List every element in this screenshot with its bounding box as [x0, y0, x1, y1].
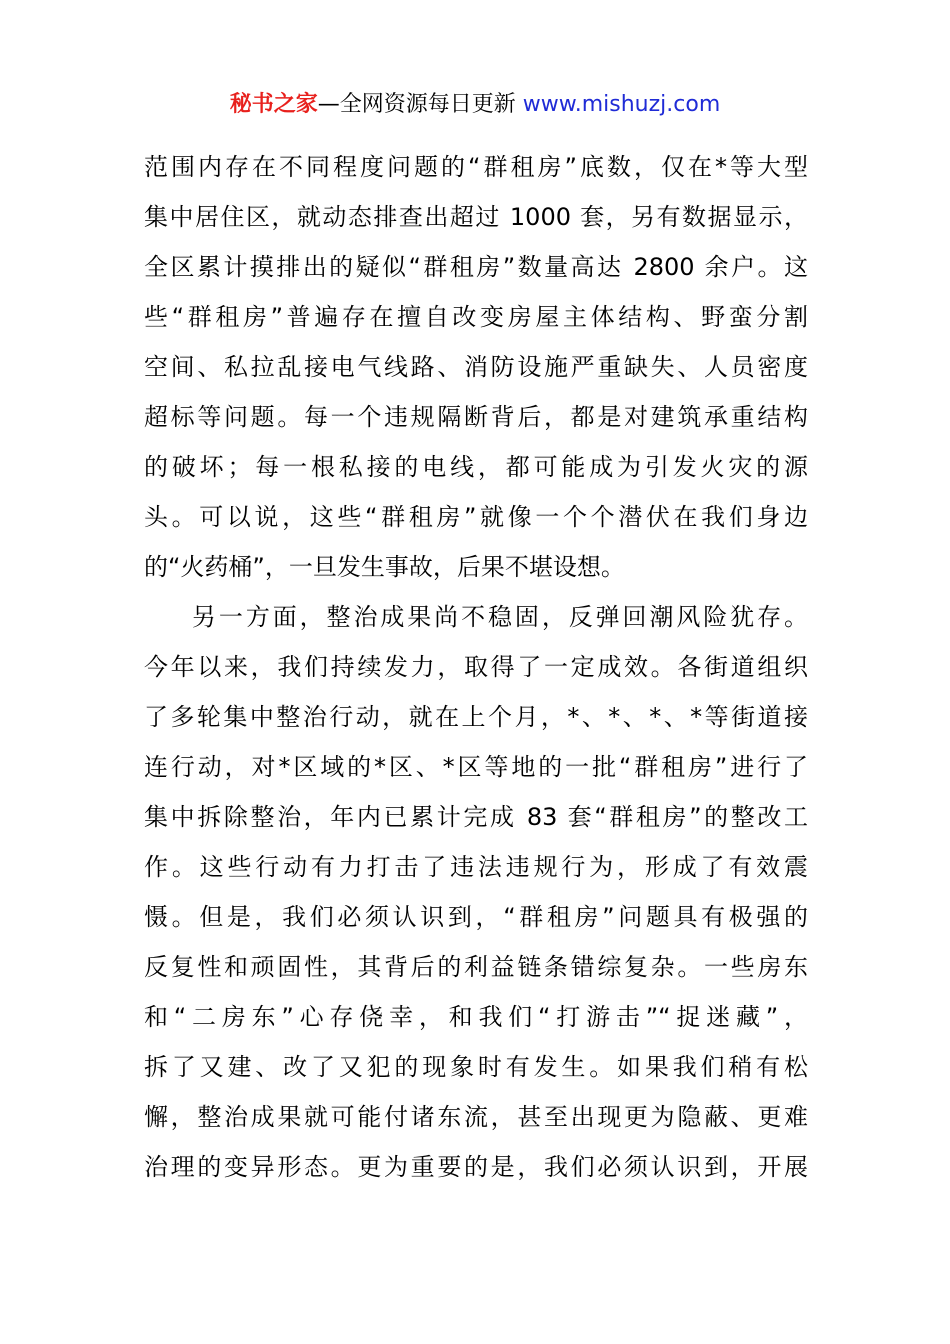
text-line: 拆了又建、改了又犯的现象时有发生。如果我们稍有松 — [144, 1053, 808, 1081]
text-line: 反复性和顽固性，其背后的利益链条错综复杂。一些房东 — [144, 953, 808, 981]
paragraph-1 — [144, 142, 808, 592]
header-slogan: —全网资源每日更新 — [317, 92, 523, 117]
text-line: 空间、私拉乱接电气线路、消防设施严重缺失、人员密度 — [144, 353, 808, 381]
text-line: 了多轮集中整治行动，就在上个月，*、*、*、*等街道接 — [144, 703, 808, 731]
text-line: 些“群租房”普遍存在擅自改变房屋主体结构、野蛮分割 — [144, 303, 808, 331]
text-line: 另一方面，整治成果尚不稳固，反弹回潮风险犹存。 — [192, 603, 808, 631]
text-line: 连行动，对*区域的*区、*区等地的一批“群租房”进行了 — [144, 753, 808, 781]
page-header — [0, 88, 950, 122]
text-line: 治理的变异形态。更为重要的是，我们必须认识到，开展 — [144, 1153, 808, 1181]
document-body — [144, 142, 808, 1192]
text-line: 集中居住区，就动态排查出超过 1000 套，另有数据显示， — [144, 203, 808, 231]
text-line: 的“火药桶”，一旦发生事故，后果不堪设想。 — [144, 553, 625, 581]
text-line: 范围内存在不同程度问题的“群租房”底数，仅在*等大型 — [144, 153, 808, 181]
brand-name: 秘书之家 — [229, 92, 318, 117]
paragraph-2 — [144, 592, 808, 1192]
text-line: 头。可以说，这些“群租房”就像一个个潜伏在我们身边 — [144, 503, 808, 531]
text-line: 超标等问题。每一个违规隔断背后，都是对建筑承重结构 — [144, 403, 808, 431]
text-line: 今年以来，我们持续发力，取得了一定成效。各街道组织 — [144, 653, 808, 681]
text-line: 全区累计摸排出的疑似“群租房”数量高达 2800 余户。这 — [144, 253, 808, 281]
site-url-link[interactable]: www.mishuzj.com — [522, 92, 721, 117]
text-line: 和“二房东”心存侥幸，和我们“打游击”“捉迷藏”， — [144, 1003, 808, 1031]
text-line: 作。这些行动有力打击了违法违规行为，形成了有效震 — [144, 853, 808, 881]
text-line: 懈，整治成果就可能付诸东流，甚至出现更为隐蔽、更难 — [144, 1103, 808, 1131]
text-line: 集中拆除整治，年内已累计完成 83 套“群租房”的整改工 — [144, 803, 808, 831]
text-line: 慑。但是，我们必须认识到，“群租房”问题具有极强的 — [144, 903, 808, 931]
text-line: 的破坏；每一根私接的电线，都可能成为引发火灾的源 — [144, 453, 808, 481]
